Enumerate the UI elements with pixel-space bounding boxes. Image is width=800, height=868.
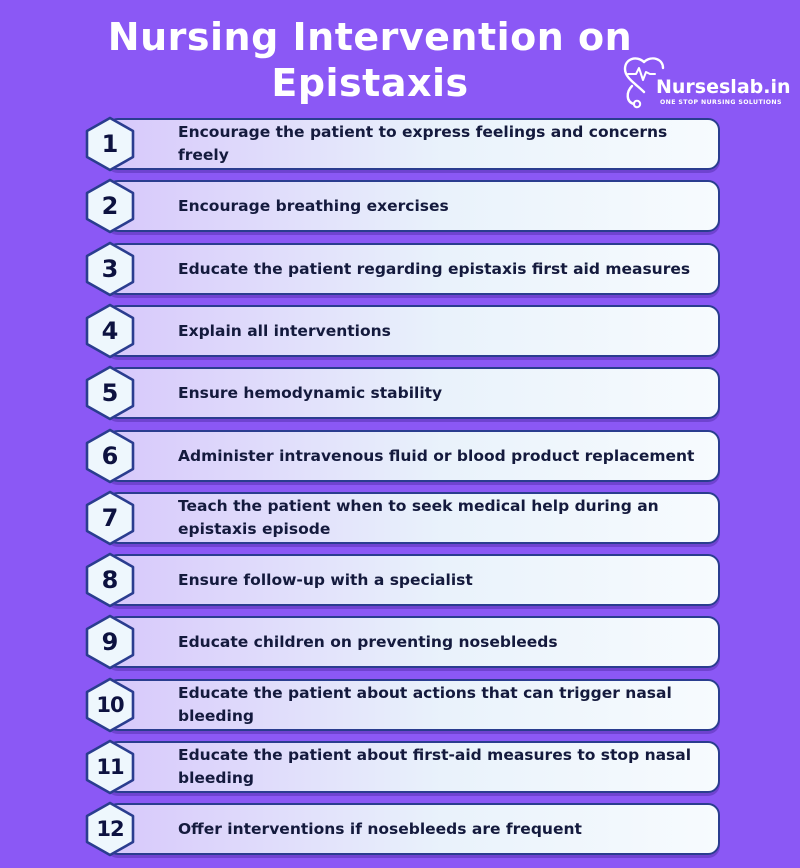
intervention-bar: [106, 803, 720, 855]
intervention-text: Educate children on preventing nosebleeds: [178, 632, 558, 651]
intervention-bar: [106, 430, 720, 482]
number-hexagon: [84, 739, 136, 795]
number-hexagon: [84, 116, 136, 172]
intervention-text: Encourage the patient to express feelings and concerns freely: [178, 123, 668, 164]
intervention-bar: [106, 243, 720, 295]
number-hexagon: [84, 178, 136, 234]
intervention-bar: [106, 741, 720, 793]
intervention-row: [84, 554, 720, 606]
intervention-bar: [106, 679, 720, 731]
intervention-bar: [106, 492, 720, 544]
intervention-number: 10: [96, 693, 124, 717]
intervention-text: Ensure hemodynamic stability: [178, 383, 443, 402]
intervention-bar: [106, 616, 720, 668]
intervention-text: Encourage breathing exercises: [178, 196, 449, 215]
intervention-number: 8: [101, 566, 119, 594]
intervention-bar: [106, 180, 720, 232]
intervention-bar: [106, 118, 720, 170]
number-hexagon: [84, 801, 136, 857]
intervention-row: [84, 367, 720, 419]
intervention-row: [84, 679, 720, 731]
title-line-1: Nursing Intervention on: [107, 15, 633, 59]
title-line-2: Epistaxis: [271, 61, 469, 105]
intervention-number: 1: [101, 130, 119, 158]
intervention-number: 12: [96, 817, 124, 841]
number-hexagon: [84, 490, 136, 546]
intervention-number: 9: [101, 628, 119, 656]
number-hexagon: [84, 614, 136, 670]
intervention-number: 5: [101, 379, 119, 407]
intervention-row: [84, 243, 720, 295]
number-hexagon: [84, 241, 136, 297]
number-hexagon: [84, 552, 136, 608]
intervention-row: [84, 430, 720, 482]
intervention-text: Educate the patient regarding epistaxis first aid measures: [178, 259, 691, 278]
intervention-number: 3: [101, 255, 119, 283]
intervention-row: [84, 803, 720, 855]
intervention-row: [84, 741, 720, 793]
number-hexagon: [84, 428, 136, 484]
intervention-text: Ensure follow-up with a specialist: [178, 570, 473, 589]
intervention-row: [84, 118, 720, 170]
intervention-bar: [106, 554, 720, 606]
intervention-row: [84, 305, 720, 357]
intervention-text: Administer intravenous fluid or blood product replacement: [178, 446, 695, 465]
page-title: [60, 14, 680, 106]
intervention-number: 6: [101, 442, 119, 470]
logo-name: Nurseslab.in: [656, 76, 791, 98]
intervention-text: Teach the patient when to seek medical help during an epistaxis episode: [178, 497, 659, 538]
intervention-number: 7: [101, 504, 119, 532]
intervention-row: [84, 616, 720, 668]
number-hexagon: [84, 303, 136, 359]
intervention-text: Offer interventions if nosebleeds are frequent: [178, 819, 582, 838]
nurseslab-logo: [622, 56, 792, 112]
intervention-text: Educate the patient about actions that can trigger nasal bleeding: [178, 684, 672, 725]
number-hexagon: [84, 677, 136, 733]
intervention-number: 4: [101, 317, 119, 345]
intervention-number: 11: [96, 755, 124, 779]
intervention-text: Explain all interventions: [178, 321, 391, 340]
intervention-bar: [106, 367, 720, 419]
intervention-bar: [106, 305, 720, 357]
logo-tagline: ONE STOP NURSING SOLUTIONS: [660, 99, 782, 106]
intervention-text: Educate the patient about first-aid measures to stop nasal bleeding: [178, 746, 692, 787]
intervention-number: 2: [101, 192, 119, 220]
intervention-row: [84, 180, 720, 232]
number-hexagon: [84, 365, 136, 421]
intervention-row: [84, 492, 720, 544]
